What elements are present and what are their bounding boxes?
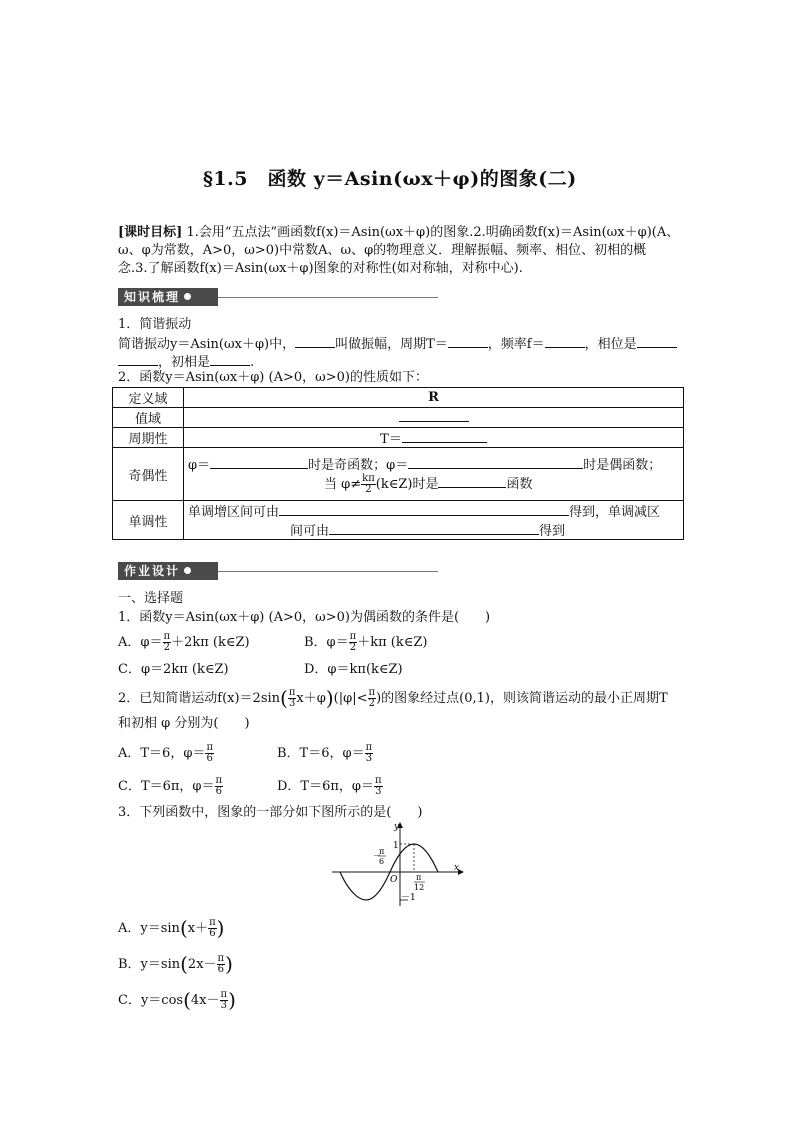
bullet-icon: [184, 293, 191, 300]
goals-text-1: 1.会用“五点法”画函数f(x)＝Asin(ωx＋φ)的图象.2.明确函数f(x)＝Asin(ωx＋φ)(A、: [186, 225, 680, 240]
knowledge-item-1-line-1: 简谐振动y＝Asin(ωx＋φ)中， 叫做振幅，周期T＝ ，频率f＝ ，相位是: [118, 335, 677, 353]
bullet-icon: [184, 567, 191, 574]
q3-option-b: B．y＝sin(2x－ $\frac{\pi}{6}$ ): [118, 952, 233, 976]
q3-option-c: C．y＝cos(4x－ $\frac{\pi}{3}$ ): [118, 988, 236, 1012]
page-title: §1.5 函数 y＝Asin(ωx＋φ)的图象(二): [203, 168, 577, 190]
range-value: [184, 408, 684, 428]
section-divider: [218, 571, 438, 572]
question-2-line-2: 和初相 φ 分别为( ): [118, 716, 250, 731]
table-row: [113, 448, 684, 501]
table-row: [113, 388, 684, 408]
sine-graph: [330, 820, 470, 910]
tick-label-left-den: 6: [379, 857, 385, 866]
table-row: [113, 408, 684, 428]
q2-option-a: A．T＝6，φ＝ $\frac{\pi}{6}$: [118, 742, 214, 764]
fraction: $\frac{k\pi}{2}$: [362, 472, 375, 495]
tick-label-right-num: π: [416, 873, 422, 882]
question-3: 3．下列函数中，图象的一部分如下图所示的是( ): [118, 805, 423, 820]
q1-option-c: C．φ＝2kπ (k∈Z): [118, 662, 229, 677]
origin-label: O: [390, 875, 398, 885]
tick-label-neg-one: －1: [401, 893, 416, 903]
knowledge-item-1-title: 1．简谐振动: [118, 317, 192, 332]
q2-option-b: B．T＝6，φ＝ $\frac{\pi}{3}$: [277, 742, 373, 764]
q1-option-a: A．φ＝ $\frac{\pi}{2}$ ＋2kπ (k∈Z): [118, 631, 250, 653]
x-axis-label: x: [454, 863, 460, 873]
tick-label-right-den: 12: [414, 883, 425, 892]
knowledge-item-2-title: 2．函数y＝Asin(ωx＋φ) (A>0，ω>0)的性质如下：: [118, 370, 428, 385]
q1-option-b: B．φ＝ $\frac{\pi}{2}$ ＋kπ (k∈Z): [304, 631, 428, 653]
properties-table: [112, 387, 684, 540]
range-label: 值域: [113, 408, 184, 428]
goals-line-3: 念.3.了解函数f(x)＝Asin(ωx＋φ)图象的对称性(如对称轴，对称中心).: [118, 261, 523, 276]
section-knowledge-tag: 知识梳理: [118, 288, 218, 306]
parity-label: 奇偶性: [113, 448, 184, 501]
q2-option-d: D．T＝6π，φ＝ $\frac{\pi}{3}$: [277, 775, 382, 797]
question-1: 1．函数y＝Asin(ωx＋φ) (A>0，ω>0)为偶函数的条件是( ): [118, 610, 491, 625]
monotonic-label: 单调性: [113, 501, 184, 540]
parity-value: φ＝ 时是奇函数；φ＝ 时是偶函数； 当 φ≠ $\frac{k\pi}{2}$ (k∈Z)时是 函数: [184, 448, 684, 501]
section-divider: [218, 297, 438, 298]
tick-label-one: 1: [393, 841, 399, 851]
exercise-heading: 一、选择题: [118, 591, 184, 606]
q1-option-d: D．φ＝kπ(k∈Z): [304, 662, 403, 677]
q3-option-a: A．y＝sin(x＋ $\frac{\pi}{6}$ ): [118, 916, 225, 940]
y-axis-label: y: [394, 822, 400, 832]
tick-label-left-num: π: [379, 847, 385, 856]
goals-line-2: ω、φ为常数，A>0，ω>0)中常数A、ω、φ的物理意义．理解振幅、频率、相位、初相的概: [118, 243, 647, 258]
tick-label-left-sign: －: [373, 851, 381, 860]
monotonic-value: 单调增区间可由 得到，单调减区 间可由 得到: [184, 501, 684, 540]
section-exercises-tag: 作业设计: [118, 562, 218, 580]
domain-value: R: [184, 388, 684, 408]
domain-label: 定义域: [113, 388, 184, 408]
period-value: T＝: [184, 428, 684, 448]
goals-label: [课时目标]: [118, 225, 183, 240]
table-row: [113, 501, 684, 540]
knowledge-item-1-line-2: ，初相是 .: [118, 353, 254, 371]
question-2: 2．已知简谐运动f(x)＝2sin( $\frac{\pi}{3}$ x＋φ)(|φ|< $\frac{\pi}{2}$ )的图象经过点(0,1)，则该简谐运动的最小正周期T: [118, 686, 668, 710]
table-row: [113, 428, 684, 448]
q2-option-c: C．T＝6π，φ＝ $\frac{\pi}{6}$: [118, 775, 223, 797]
period-label: 周期性: [113, 428, 184, 448]
goals-line-1: [118, 225, 679, 241]
